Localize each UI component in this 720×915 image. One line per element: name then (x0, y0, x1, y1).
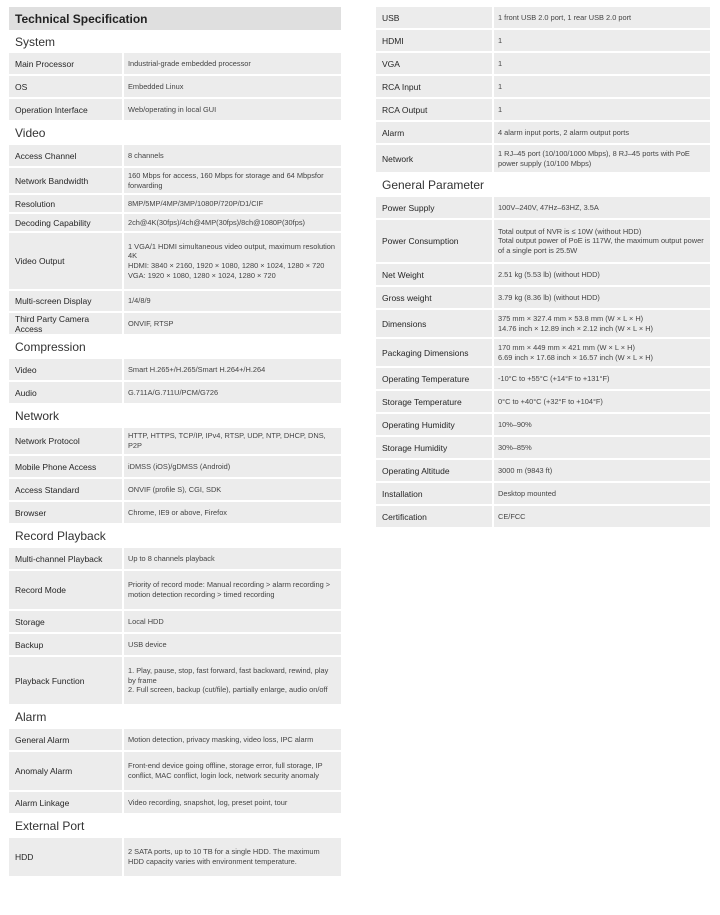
section-heading: Record Playback (15, 529, 106, 543)
spec-label: Certification (376, 506, 492, 527)
spec-value: USB device (124, 634, 341, 655)
spec-row (9, 548, 341, 569)
spec-label: Network Protocol (9, 428, 122, 454)
spec-row (376, 287, 710, 308)
spec-label: Audio (9, 382, 122, 403)
spec-value: G.711A/G.711U/PCM/G726 (124, 382, 341, 403)
spec-label: Playback Function (9, 657, 122, 704)
spec-label: Storage Temperature (376, 391, 492, 412)
spec-row (9, 168, 341, 193)
spec-row (376, 197, 710, 218)
spec-row (9, 195, 341, 212)
spec-label: Anomaly Alarm (9, 752, 122, 790)
spec-value: 1 (494, 30, 710, 51)
spec-value: 2ch@4K(30fps)/4ch@4MP(30fps)/8ch@1080P(30fps) (124, 214, 341, 231)
spec-value: 30%–85% (494, 437, 710, 458)
spec-label: Third Party Camera Access (9, 313, 122, 334)
spec-row (9, 53, 341, 74)
spec-row (9, 291, 341, 311)
spec-value: Chrome, IE9 or above, Firefox (124, 502, 341, 523)
spec-value: 1 (494, 76, 710, 97)
spec-label: USB (376, 7, 492, 28)
spec-row (9, 382, 341, 403)
spec-value: 0°C to +40°C (+32°F to +104°F) (494, 391, 710, 412)
section-heading: External Port (15, 819, 85, 833)
spec-value: ONVIF, RTSP (124, 313, 341, 334)
right-sections (376, 174, 710, 527)
spec-value: 375 mm × 327.4 mm × 53.8 mm (W × L × H) 14.76 inch × 12.89 inch × 2.12 inch (W × L × H) (494, 310, 710, 337)
spec-value: Embedded Linux (124, 76, 341, 97)
spec-row (376, 264, 710, 285)
spec-value: 2.51 kg (5.53 lb) (without HDD) (494, 264, 710, 285)
section-heading: Alarm (15, 710, 47, 724)
spec-label: Main Processor (9, 53, 122, 74)
spec-label: Net Weight (376, 264, 492, 285)
spec-row (376, 53, 710, 74)
spec-row (9, 752, 341, 790)
spec-value: 1 VGA/1 HDMI simultaneous video output, maximum resolution 4K HDMI: 3840 × 2160, 1920 × 1080, 1280 × 1024, 1280 × 720 VGA: 1920 × 1080, 1280 × 1024, 1280 × 720 (124, 233, 341, 289)
spec-row (9, 792, 341, 813)
spec-label: Dimensions (376, 310, 492, 337)
spec-value: Desktop mounted (494, 483, 710, 504)
spec-label: Record Mode (9, 571, 122, 609)
spec-row (9, 634, 341, 655)
spec-value: 10%–90% (494, 414, 710, 435)
spec-label: Network (376, 145, 492, 172)
spec-label: General Alarm (9, 729, 122, 750)
spec-row (9, 428, 341, 454)
left-sections (9, 32, 341, 876)
left-column (9, 7, 341, 878)
spec-value: Industrial-grade embedded processor (124, 53, 341, 74)
spec-label: Mobile Phone Access (9, 456, 122, 477)
spec-value: iDMSS (iOS)/gDMSS (Android) (124, 456, 341, 477)
spec-label: Backup (9, 634, 122, 655)
spec-row (9, 76, 341, 97)
spec-label: Access Standard (9, 479, 122, 500)
spec-row (376, 339, 710, 366)
spec-row (9, 145, 341, 166)
spec-label: Alarm Linkage (9, 792, 122, 813)
spec-label: Network Bandwidth (9, 168, 122, 193)
spec-row (376, 7, 710, 28)
spec-label: Operating Humidity (376, 414, 492, 435)
spec-value: 100V–240V, 47Hz–63HZ, 3.5A (494, 197, 710, 218)
spec-label: Alarm (376, 122, 492, 143)
right-top-rows (376, 7, 710, 172)
spec-value: Motion detection, privacy masking, video loss, IPC alarm (124, 729, 341, 750)
spec-value: 4 alarm input ports, 2 alarm output ports (494, 122, 710, 143)
spec-label: Power Supply (376, 197, 492, 218)
spec-label: Decoding Capability (9, 214, 122, 231)
spec-value: Front-end device going offline, storage error, full storage, IP conflict, MAC conflict, login lock, network security anomaly (124, 752, 341, 790)
spec-row (9, 657, 341, 704)
spec-value: 1 front USB 2.0 port, 1 rear USB 2.0 port (494, 7, 710, 28)
right-column (376, 7, 710, 529)
spec-label: Storage (9, 611, 122, 632)
spec-label: RCA Output (376, 99, 492, 120)
spec-value: 1. Play, pause, stop, fast forward, fast backward, rewind, play by frame 2. Full screen, backup (cut/file), partially enlarge, audio on/off (124, 657, 341, 704)
spec-value: CE/FCC (494, 506, 710, 527)
spec-row (9, 611, 341, 632)
spec-label: Resolution (9, 195, 122, 212)
spec-label: Storage Humidity (376, 437, 492, 458)
spec-label: Video (9, 359, 122, 380)
spec-row (376, 310, 710, 337)
section-heading: General Parameter (382, 178, 485, 192)
spec-label: Video Output (9, 233, 122, 289)
spec-value: 3000 m (9843 ft) (494, 460, 710, 481)
section-heading: Network (15, 409, 60, 423)
spec-label: Installation (376, 483, 492, 504)
spec-label: OS (9, 76, 122, 97)
spec-row (9, 233, 341, 289)
spec-value: 1 RJ–45 port (10/100/1000 Mbps), 8 RJ–45 ports with PoE power supply (10/100 Mbps) (494, 145, 710, 172)
spec-value: Video recording, snapshot, log, preset point, tour (124, 792, 341, 813)
spec-value: 1 (494, 99, 710, 120)
spec-value: 170 mm × 449 mm × 421 mm (W × L × H) 6.69 inch × 17.68 inch × 16.57 inch (W × L × H) (494, 339, 710, 366)
spec-title: Technical Specification (9, 7, 341, 30)
spec-label: Packaging Dimensions (376, 339, 492, 366)
spec-value: 1 (494, 53, 710, 74)
spec-value: Total output of NVR is ≤ 10W (without HDD) Total output power of PoE is 117W, the maximum output power of a single port is 25.5W (494, 220, 710, 262)
spec-label: Access Channel (9, 145, 122, 166)
spec-label: HDMI (376, 30, 492, 51)
spec-value: Up to 8 channels playback (124, 548, 341, 569)
spec-value: HTTP, HTTPS, TCP/IP, IPv4, RTSP, UDP, NTP, DHCP, DNS, P2P (124, 428, 341, 454)
spec-label: Browser (9, 502, 122, 523)
spec-row (376, 220, 710, 262)
section-heading: Video (15, 126, 46, 140)
section-heading: Compression (15, 340, 86, 354)
spec-row (376, 437, 710, 458)
spec-row (376, 368, 710, 389)
spec-value: 1/4/8/9 (124, 291, 341, 311)
spec-label: RCA Input (376, 76, 492, 97)
spec-value: ONVIF (profile S), CGI, SDK (124, 479, 341, 500)
spec-label: VGA (376, 53, 492, 74)
section-heading: System (15, 35, 56, 49)
spec-value: Web/operating in local GUI (124, 99, 341, 120)
spec-value: 3.79 kg (8.36 lb) (without HDD) (494, 287, 710, 308)
spec-label: Multi-channel Playback (9, 548, 122, 569)
spec-label: Multi-screen Display (9, 291, 122, 311)
spec-row (376, 76, 710, 97)
spec-row (376, 483, 710, 504)
spec-row (9, 479, 341, 500)
spec-label: Operation Interface (9, 99, 122, 120)
spec-row (376, 145, 710, 172)
spec-value: 2 SATA ports, up to 10 TB for a single HDD. The maximum HDD capacity varies with environment temperature. (124, 838, 341, 876)
spec-row (9, 571, 341, 609)
spec-row (9, 456, 341, 477)
spec-label: Gross weight (376, 287, 492, 308)
spec-row (9, 359, 341, 380)
spec-row (9, 838, 341, 876)
spec-row (9, 729, 341, 750)
spec-label: Power Consumption (376, 220, 492, 262)
spec-row (9, 313, 341, 334)
spec-label: HDD (9, 838, 122, 876)
spec-row (9, 502, 341, 523)
spec-value: 8 channels (124, 145, 341, 166)
spec-row (376, 99, 710, 120)
spec-value: -10°C to +55°C (+14°F to +131°F) (494, 368, 710, 389)
spec-value: Local HDD (124, 611, 341, 632)
spec-row (9, 99, 341, 120)
spec-row (376, 391, 710, 412)
spec-row (376, 122, 710, 143)
spec-row (376, 506, 710, 527)
spec-value: 8MP/5MP/4MP/3MP/1080P/720P/D1/CIF (124, 195, 341, 212)
spec-row (376, 414, 710, 435)
spec-label: Operating Temperature (376, 368, 492, 389)
spec-row (9, 214, 341, 231)
spec-row (376, 460, 710, 481)
spec-label: Operating Altitude (376, 460, 492, 481)
spec-value: Priority of record mode: Manual recording > alarm recording > motion detection recording > timed recording (124, 571, 341, 609)
spec-row (376, 30, 710, 51)
spec-value: 160 Mbps for access, 160 Mbps for storage and 64 Mbpsfor forwarding (124, 168, 341, 193)
spec-value: Smart H.265+/H.265/Smart H.264+/H.264 (124, 359, 341, 380)
